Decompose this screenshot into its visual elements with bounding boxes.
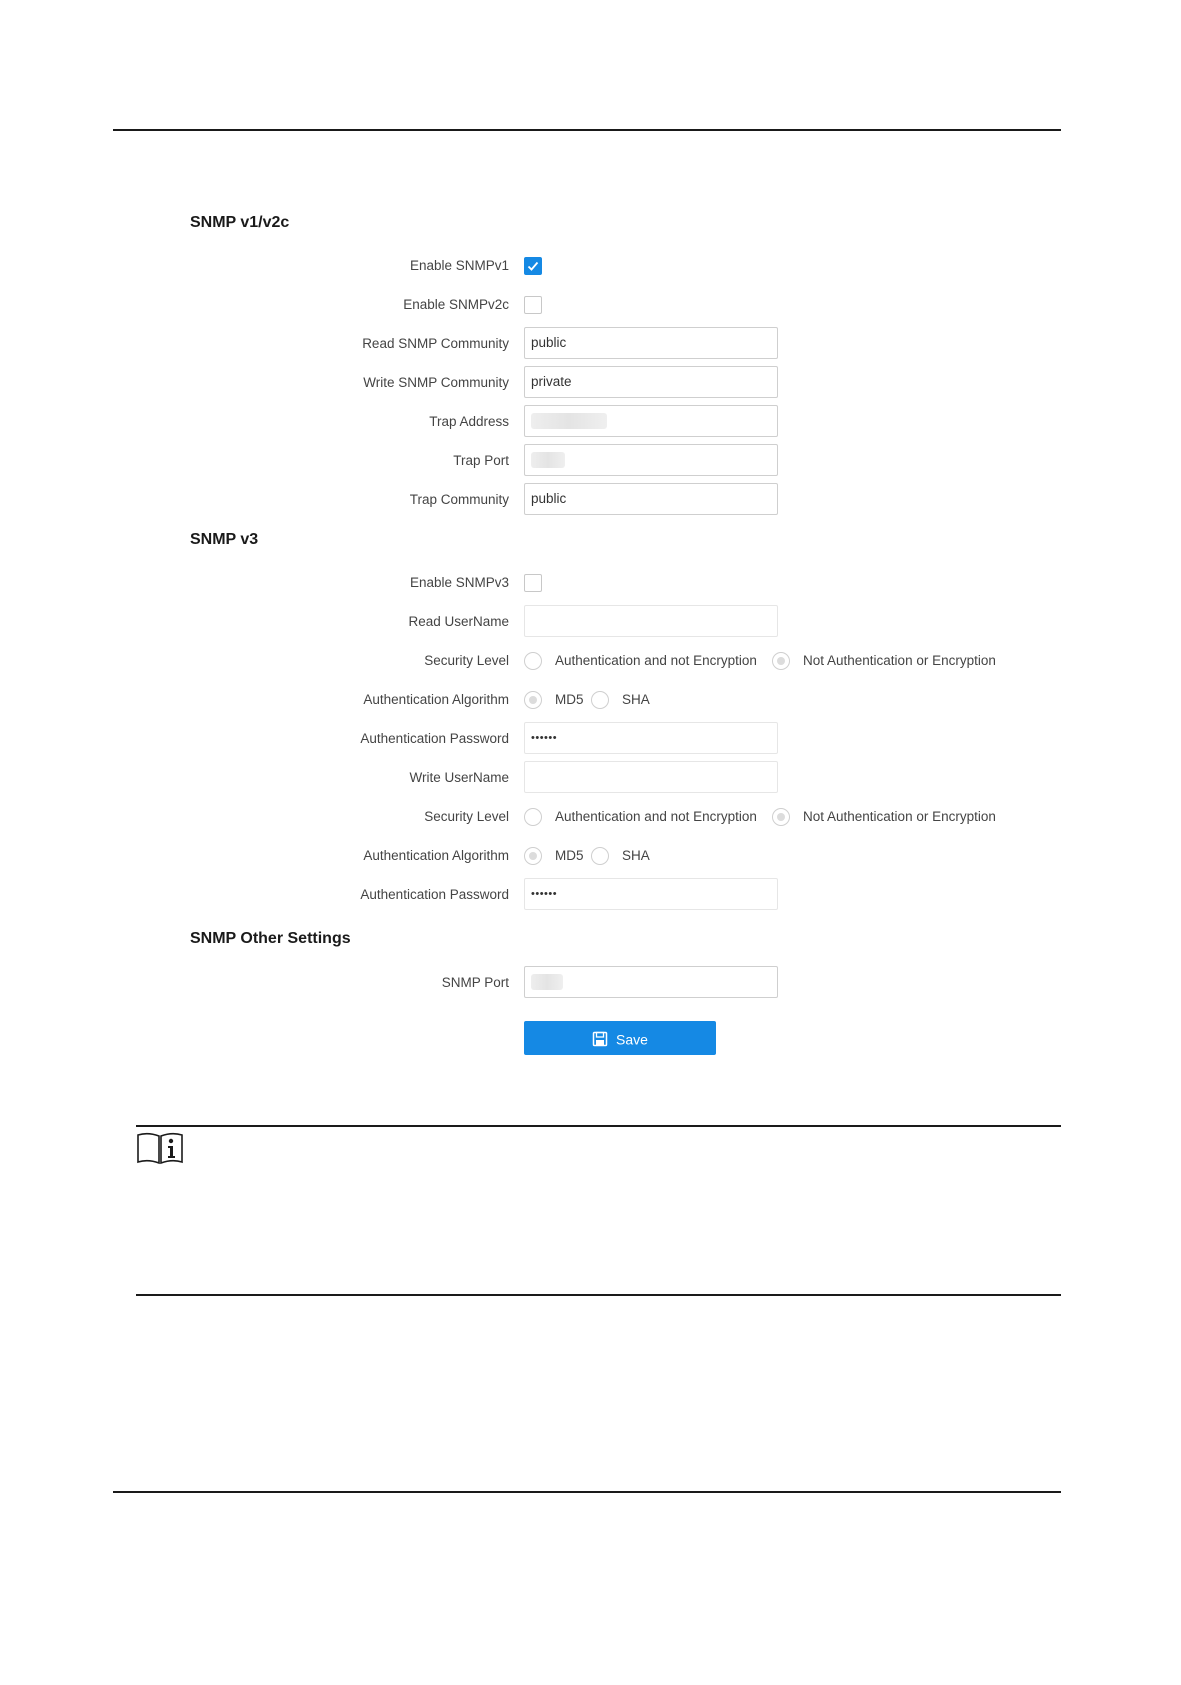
- row-write-username: [0, 761, 1181, 795]
- read-username-label: Read UserName: [408, 614, 509, 629]
- read-security-no-auth-radio[interactable]: [772, 652, 790, 670]
- note-book-icon: [136, 1131, 184, 1165]
- read-algo-sha-label: SHA: [622, 692, 650, 707]
- section-title-snmp-v3: SNMP v3: [190, 531, 259, 548]
- snmp-port-input[interactable]: [524, 966, 778, 998]
- write-auth-password-label: Authentication Password: [360, 887, 509, 902]
- read-algo-md5-label: MD5: [555, 692, 584, 707]
- enable-snmpv3-checkbox[interactable]: [524, 574, 542, 592]
- row-read-auth-algorithm: [0, 683, 1181, 717]
- row-read-security-level: [0, 644, 1181, 678]
- read-security-no-auth-label: Not Authentication or Encryption: [803, 653, 996, 668]
- header-rule: [113, 129, 1061, 131]
- row-snmp-port: [0, 966, 1181, 1000]
- write-auth-algorithm-label: Authentication Algorithm: [363, 848, 509, 863]
- read-snmp-community-input[interactable]: public: [524, 327, 778, 359]
- trap-address-label: Trap Address: [429, 414, 509, 429]
- read-auth-algorithm-label: Authentication Algorithm: [363, 692, 509, 707]
- row-read-snmp-community: [0, 327, 1181, 361]
- read-username-input[interactable]: [524, 605, 778, 637]
- enable-snmpv2c-label: Enable SNMPv2c: [403, 297, 509, 312]
- write-algo-md5-label: MD5: [555, 848, 584, 863]
- save-button[interactable]: [524, 1021, 716, 1055]
- row-enable-snmpv1: [0, 249, 1181, 283]
- write-security-auth-no-encryption-radio[interactable]: [524, 808, 542, 826]
- row-enable-snmpv3: [0, 566, 1181, 600]
- trap-address-input[interactable]: [524, 405, 778, 437]
- row-write-security-level: [0, 800, 1181, 834]
- enable-snmpv2c-checkbox[interactable]: [524, 296, 542, 314]
- read-snmp-community-label: Read SNMP Community: [362, 336, 509, 351]
- write-security-no-auth-label: Not Authentication or Encryption: [803, 809, 996, 824]
- write-auth-password-input[interactable]: ••••••: [524, 878, 778, 910]
- note-top-rule: [136, 1125, 1061, 1127]
- trap-port-label: Trap Port: [453, 453, 509, 468]
- write-algo-sha-radio[interactable]: [591, 847, 609, 865]
- read-auth-password-input[interactable]: ••••••: [524, 722, 778, 754]
- write-security-no-auth-radio[interactable]: [772, 808, 790, 826]
- checkmark-icon: [527, 260, 539, 272]
- section-title-snmp-v1v2c: SNMP v1/v2c: [190, 214, 290, 231]
- enable-snmpv1-checkbox[interactable]: [524, 257, 542, 275]
- redacted-value: [531, 452, 565, 468]
- save-button-label: Save: [616, 1031, 648, 1048]
- write-username-input[interactable]: [524, 761, 778, 793]
- note-bottom-rule: [136, 1294, 1061, 1296]
- footer-rule: [113, 1491, 1061, 1493]
- row-read-auth-password: [0, 722, 1181, 756]
- write-username-label: Write UserName: [409, 770, 509, 785]
- row-trap-address: [0, 405, 1181, 439]
- write-algo-md5-radio[interactable]: [524, 847, 542, 865]
- read-algo-sha-radio[interactable]: [591, 691, 609, 709]
- row-read-username: [0, 605, 1181, 639]
- write-algo-sha-label: SHA: [622, 848, 650, 863]
- row-trap-community: [0, 483, 1181, 517]
- read-security-level-label: Security Level: [424, 653, 509, 668]
- write-security-level-label: Security Level: [424, 809, 509, 824]
- read-auth-password-label: Authentication Password: [360, 731, 509, 746]
- snmp-port-label: SNMP Port: [441, 975, 509, 990]
- trap-community-input[interactable]: public: [524, 483, 778, 515]
- row-enable-snmpv2c: [0, 288, 1181, 322]
- save-icon: [592, 1031, 608, 1047]
- read-algo-md5-radio[interactable]: [524, 691, 542, 709]
- row-write-auth-algorithm: [0, 839, 1181, 873]
- enable-snmpv1-label: Enable SNMPv1: [409, 258, 509, 273]
- trap-community-label: Trap Community: [409, 492, 509, 507]
- read-security-auth-no-encryption-label: Authentication and not Encryption: [555, 653, 757, 668]
- row-write-snmp-community: [0, 366, 1181, 400]
- redacted-value: [531, 413, 607, 429]
- row-trap-port: [0, 444, 1181, 478]
- read-security-auth-no-encryption-radio[interactable]: [524, 652, 542, 670]
- enable-snmpv3-label: Enable SNMPv3: [409, 575, 509, 590]
- trap-port-input[interactable]: [524, 444, 778, 476]
- section-title-snmp-other: SNMP Other Settings: [190, 930, 351, 947]
- row-write-auth-password: [0, 878, 1181, 912]
- redacted-value: [531, 974, 563, 990]
- write-snmp-community-label: Write SNMP Community: [363, 375, 509, 390]
- write-security-auth-no-encryption-label: Authentication and not Encryption: [555, 809, 757, 824]
- write-snmp-community-input[interactable]: private: [524, 366, 778, 398]
